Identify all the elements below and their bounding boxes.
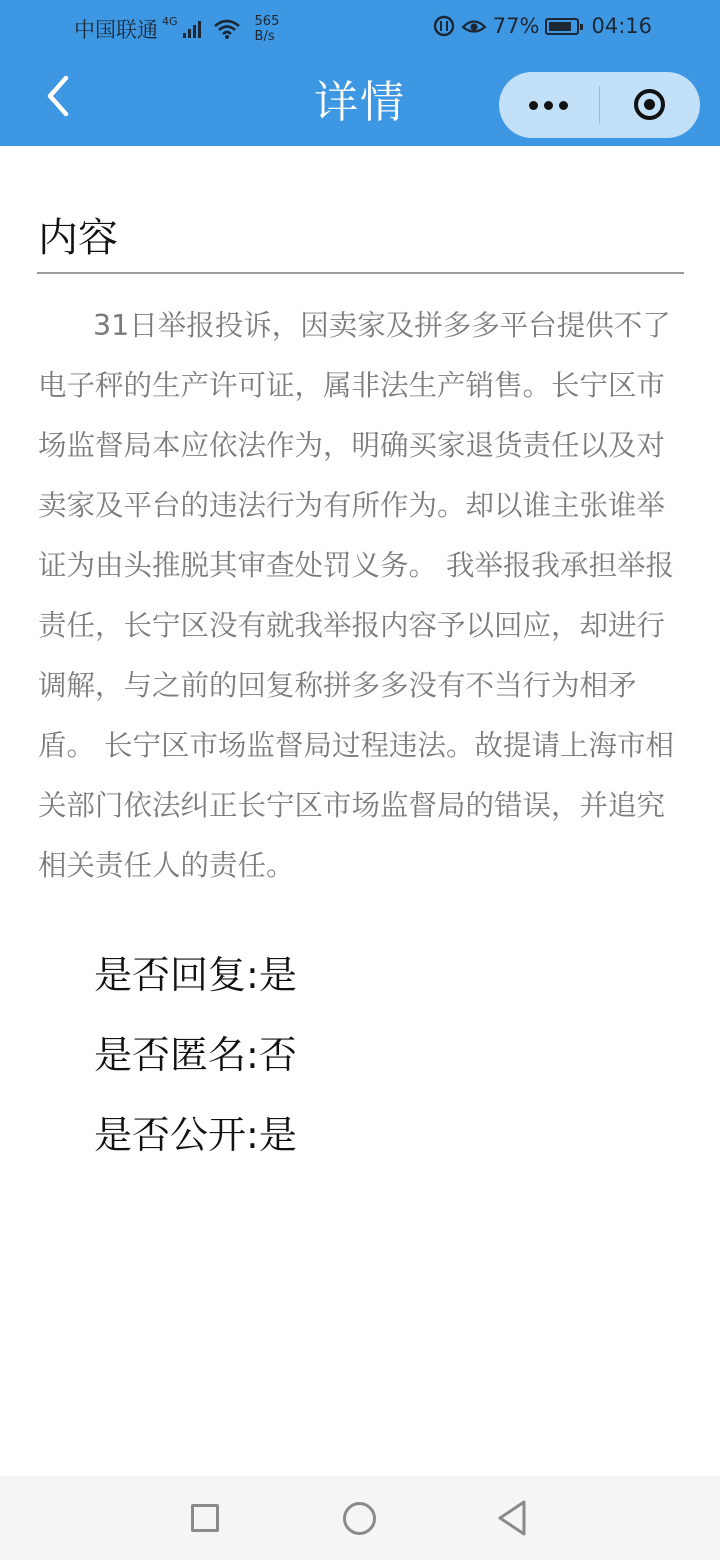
speed-value: 565 <box>254 14 280 29</box>
reply-label: 是否回复: <box>94 953 259 997</box>
miniprogram-capsule <box>499 72 700 138</box>
section-title: 内容 <box>38 215 118 261</box>
reply-status <box>94 944 297 999</box>
system-back-button[interactable] <box>494 1498 534 1538</box>
home-button[interactable] <box>340 1498 380 1538</box>
carrier-label: 中国联通 <box>74 18 158 42</box>
anonymous-value: 否 <box>258 1033 297 1077</box>
section-divider <box>37 272 684 274</box>
signal-icon <box>183 20 201 38</box>
page-title: 详情 <box>314 77 406 128</box>
network-type: 4G <box>162 14 178 28</box>
recent-apps-button[interactable] <box>186 1498 226 1538</box>
network-speed <box>255 14 280 44</box>
speed-unit: B/s <box>254 29 275 44</box>
anonymous-label: 是否匿名: <box>94 1033 259 1077</box>
complaint-content: 31日举报投诉，因卖家及拼多多平台提供不了电子秤的生产许可证，属非法生产销售。长宁区市场监督局本应依法作为，明确买家退货责任以及对卖家及平台的违法行为有所作为。却以谁主张谁举证为由头推脱其审查处罚义务。 我举报我承担举报责任，长宁区没有就我举报内容予以回应，却进行调解，与之前的回复称拼多多没有不当行为相矛盾。 长宁区市场监督局过程违法。故提请上海市相关部门依法纠正长宁区市场监督局的错误，并追究相关责任人的责任。 <box>38 309 675 882</box>
status-bar <box>0 0 720 56</box>
system-nav-bar <box>0 1476 720 1560</box>
data-saver-icon <box>433 15 455 37</box>
more-button[interactable] <box>499 72 599 138</box>
public-value: 是 <box>258 1113 297 1157</box>
wifi-icon <box>213 19 241 39</box>
anonymous-status <box>94 1024 297 1079</box>
reply-value: 是 <box>258 953 297 997</box>
public-status <box>94 1104 297 1159</box>
circle-icon <box>343 1502 376 1535</box>
square-icon <box>191 1504 219 1532</box>
app-header <box>0 0 720 146</box>
public-label: 是否公开: <box>94 1113 259 1157</box>
triangle-back-icon <box>494 1498 534 1538</box>
eye-comfort-icon <box>461 16 487 36</box>
battery-icon <box>545 18 579 35</box>
clock: 04:16 <box>591 14 652 38</box>
close-miniprogram-button[interactable] <box>600 72 700 138</box>
battery-percent: 77% <box>492 14 540 38</box>
